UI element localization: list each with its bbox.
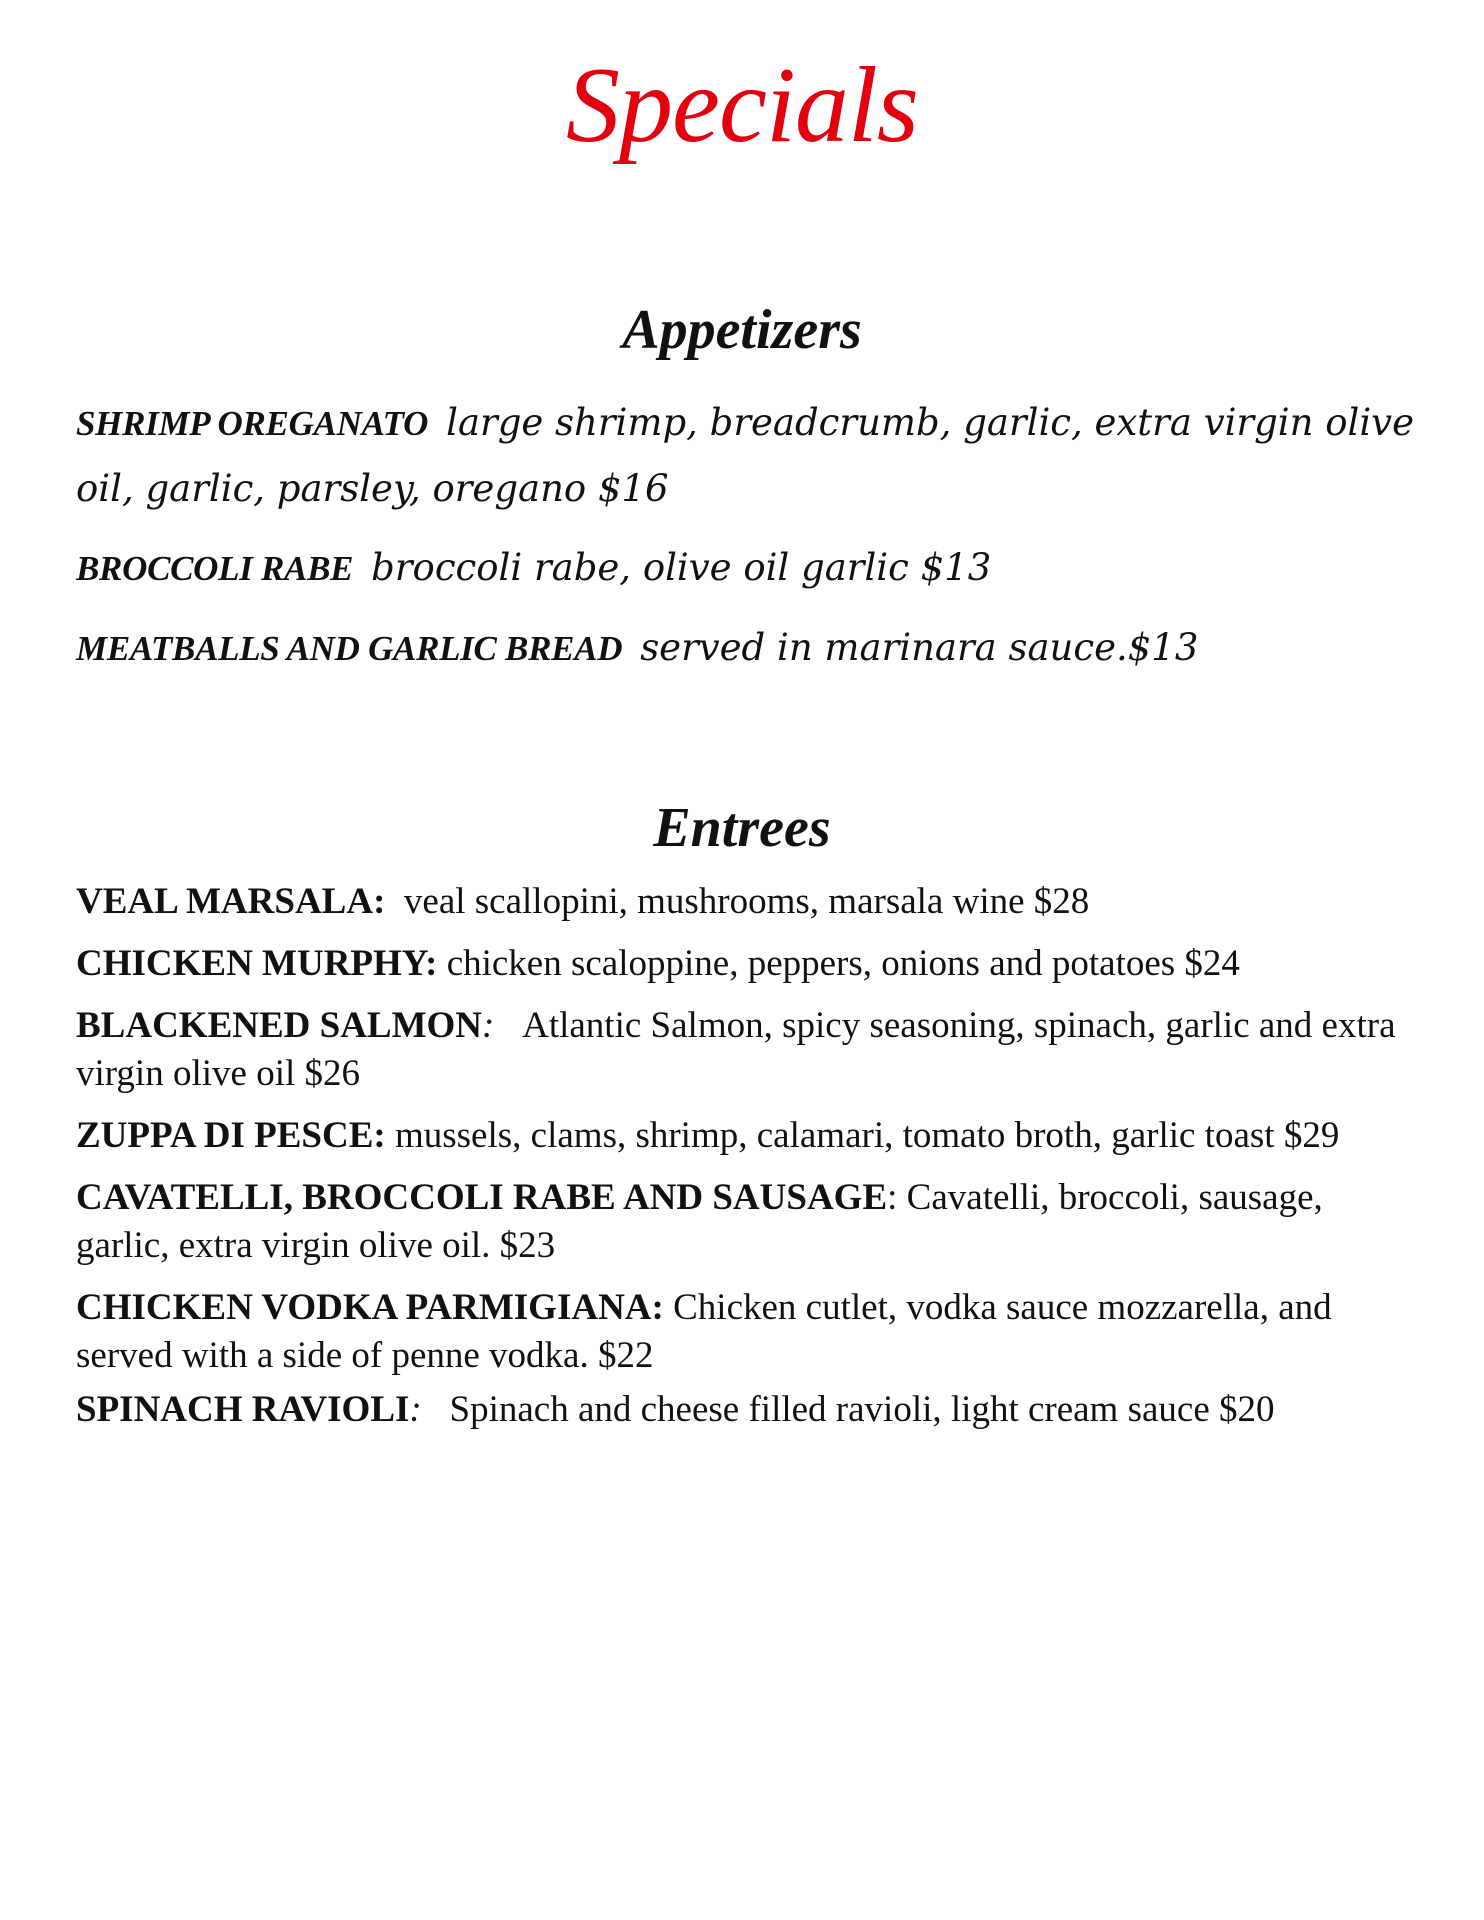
item-name: CHICKEN MURPHY: [76,943,438,984]
list-item [76,1174,1416,1270]
list-item [76,535,1416,601]
item-description: chicken scaloppine, peppers, onions and potatoes $24 [446,943,1240,984]
item-separator: : [482,1005,495,1046]
item-description: Atlantic Salmon, spicy seasoning, spinach, garlic and extra virgin olive oil $26 [76,1005,1396,1094]
item-name: BROCCOLI RABE [76,549,354,588]
list-item [76,878,1416,926]
list-item [76,1112,1416,1160]
item-name: CAVATELLI, BROCCOLI RABE AND SAUSAGE [76,1177,888,1218]
item-description: mussels, clams, shrimp, calamari, tomato broth, garlic toast $29 [394,1115,1340,1156]
item-name: VEAL MARSALA: [76,881,386,922]
item-description: served in marinara sauce.$13 [640,626,1199,669]
item-name: SPINACH RAVIOLI [76,1389,410,1430]
list-item [76,390,1416,521]
item-separator: : [409,1389,422,1430]
item-name: ZUPPA DI PESCE: [76,1115,386,1156]
item-name: CHICKEN VODKA PARMIGIANA: [76,1287,664,1328]
list-item [76,1284,1416,1380]
item-description: Spinach and cheese filled ravioli, light cream sauce $20 [449,1389,1275,1430]
item-description: Chicken cutlet, vodka sauce mozzarella, and served with a side of penne vodka. $22 [76,1287,1332,1376]
appetizers-heading: Appetizers [622,299,862,361]
item-name: BLACKENED SALMON [76,1005,483,1046]
item-description: veal scallopini, mushrooms, marsala wine $28 [403,881,1090,922]
item-description: broccoli rabe, olive oil garlic $13 [371,546,992,589]
page-title: Specials [566,46,918,165]
list-item [76,940,1416,988]
item-name: SHRIMP OREGANATO [76,404,429,443]
entrees-list [76,878,1416,1448]
item-description: large shrimp, breadcrumb, garlic, extra virgin olive oil, garlic, parsley, oregano $16 [76,401,1414,510]
list-item [76,1386,1416,1434]
list-item [76,1002,1416,1098]
item-description: Cavatelli, broccoli, sausage, garlic, extra virgin olive oil. $23 [76,1177,1323,1266]
list-item [76,615,1416,681]
appetizers-list [76,390,1416,695]
entrees-heading: Entrees [653,797,831,859]
item-name: MEATBALLS AND GARLIC BREAD [76,629,623,668]
item-separator: : [887,1177,898,1218]
